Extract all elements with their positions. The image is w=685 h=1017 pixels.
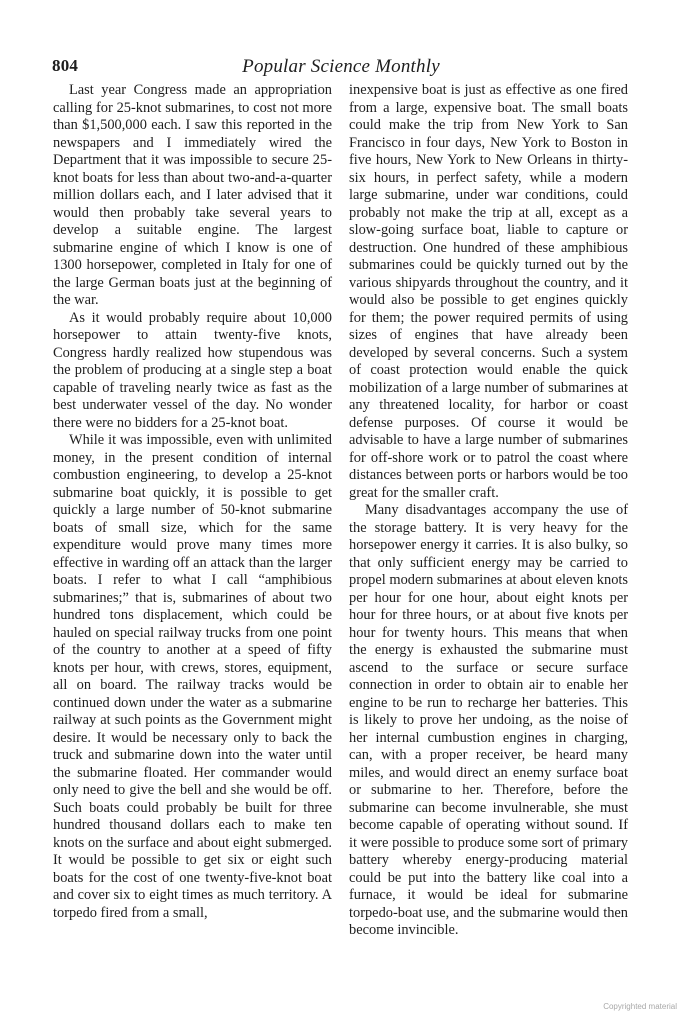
copyright-watermark: Copyrighted material (603, 1002, 677, 1011)
running-title: Popular Science Monthly (242, 56, 440, 77)
paragraph: While it was impossible, even with unlimited money, in the present condition of internal combustion engineering, to develop a 25-knot submarine boat quickly, it is possible to get quickly a large number of 50-knot submarine boats of small size, which for the same expenditure would prove many times more effective in warding off an attack than the larger boats. I refer to what I call “amphibious submarines;” that is, submarines of about two hundred tons displacement, which could be hauled on special railway trucks from one point of the country to another at a speed of fifty knots per hour, with crews, stores, equipment, all on board. The railway tracks would be continued down under the water as a submarine railway at such points as the Government might desire. It would be necessary only to back the truck and submarine down into the water until the submarine floated. Her commander would only need to give the bell and she would be off. Such boats could probably be built for three hundred thousand dollars each to make ten knots on the surface and about eight submerged. It would be possible to get six or eight such boats for the cost of one twenty-five-knot boat and cover six to eight times as much territory. A torpedo fired from a small, (53, 432, 332, 921)
left-column (53, 82, 332, 922)
paragraph: Many disadvantages accompany the use of the storage battery. It is very heavy for the horsepower energy it carries. It is also bulky, so that only sufficient energy may be carried to propel modern submarines at about eleven knots per hour for one hour, about eight knots per hour for three hours, or at about five knots per hour for twenty hours. This means that when the energy is exhausted the submarine must ascend to the surface or secure surface connection in order to obtain air to enable her engine to be run to recharge her batteries. This is likely to prove her undoing, as the noise of her internal cumbustion engines in charging, can, with a proper receiver, be heard many miles, and would direct an enemy surface boat or submarine to her. Therefore, before the submarine can become invulnerable, she must become capable of operating without sound. If it were possible to produce some sort of primary battery whereby energy-producing material could be put into the battery like coal into a furnace, it would be ideal for submarine torpedo-boat use, and the submarine would then become invincible. (349, 502, 628, 938)
right-column (349, 82, 628, 940)
paragraph: As it would probably require about 10,000 horsepower to attain twenty-five knots, Congress hardly realized how stupendous was the problem of producing at a single step a boat capable of traveling nearly twice as fast as the best underwater vessel of the day. No wonder there were no bidders for a 25-knot boat. (53, 309, 332, 431)
paragraph: Last year Congress made an appropriation calling for 25-knot submarines, to cost not more than $1,500,000 each. I saw this reported in the newspapers and I immediately wired the Department that it was impossible to secure 25-knot boats for less than about two-and-a-quarter million dollars each, and I later advised that it would then probably take several years to develop a suitable engine. The largest submarine engine of which I know is one of 1300 horsepower, completed in Italy for one of the large German boats just at the beginning of the war. (53, 82, 332, 308)
page-header (52, 56, 630, 80)
page-number: 804 (52, 56, 79, 75)
paragraph: inexpensive boat is just as effective as one fired from a large, expensive boat. The small boats could make the trip from New York to San Francisco in four days, New York to Boston in five hours, New York to New Orleans in thirty-six hours, in perfect safety, while a modern large submarine, under war conditions, could probably not make the trip at all, except as a slow-going surface boat, liable to capture or destruction. One hundred of these amphibious submarines could be quickly turned out by the various shipyards throughout the country, and it would also be possible to get engines quickly for them; the power required permits of using sizes of engines that have already been developed by several concerns. Such a system of coast protection would enable the quick mobilization of a large number of submarines at any threatened locality, for harbor or coast defense purposes. Of course it would be advisable to have a large number of submarines for off-shore work or to patrol the coast where distances between ports or harbors would be too great for the smaller craft. (349, 82, 628, 501)
